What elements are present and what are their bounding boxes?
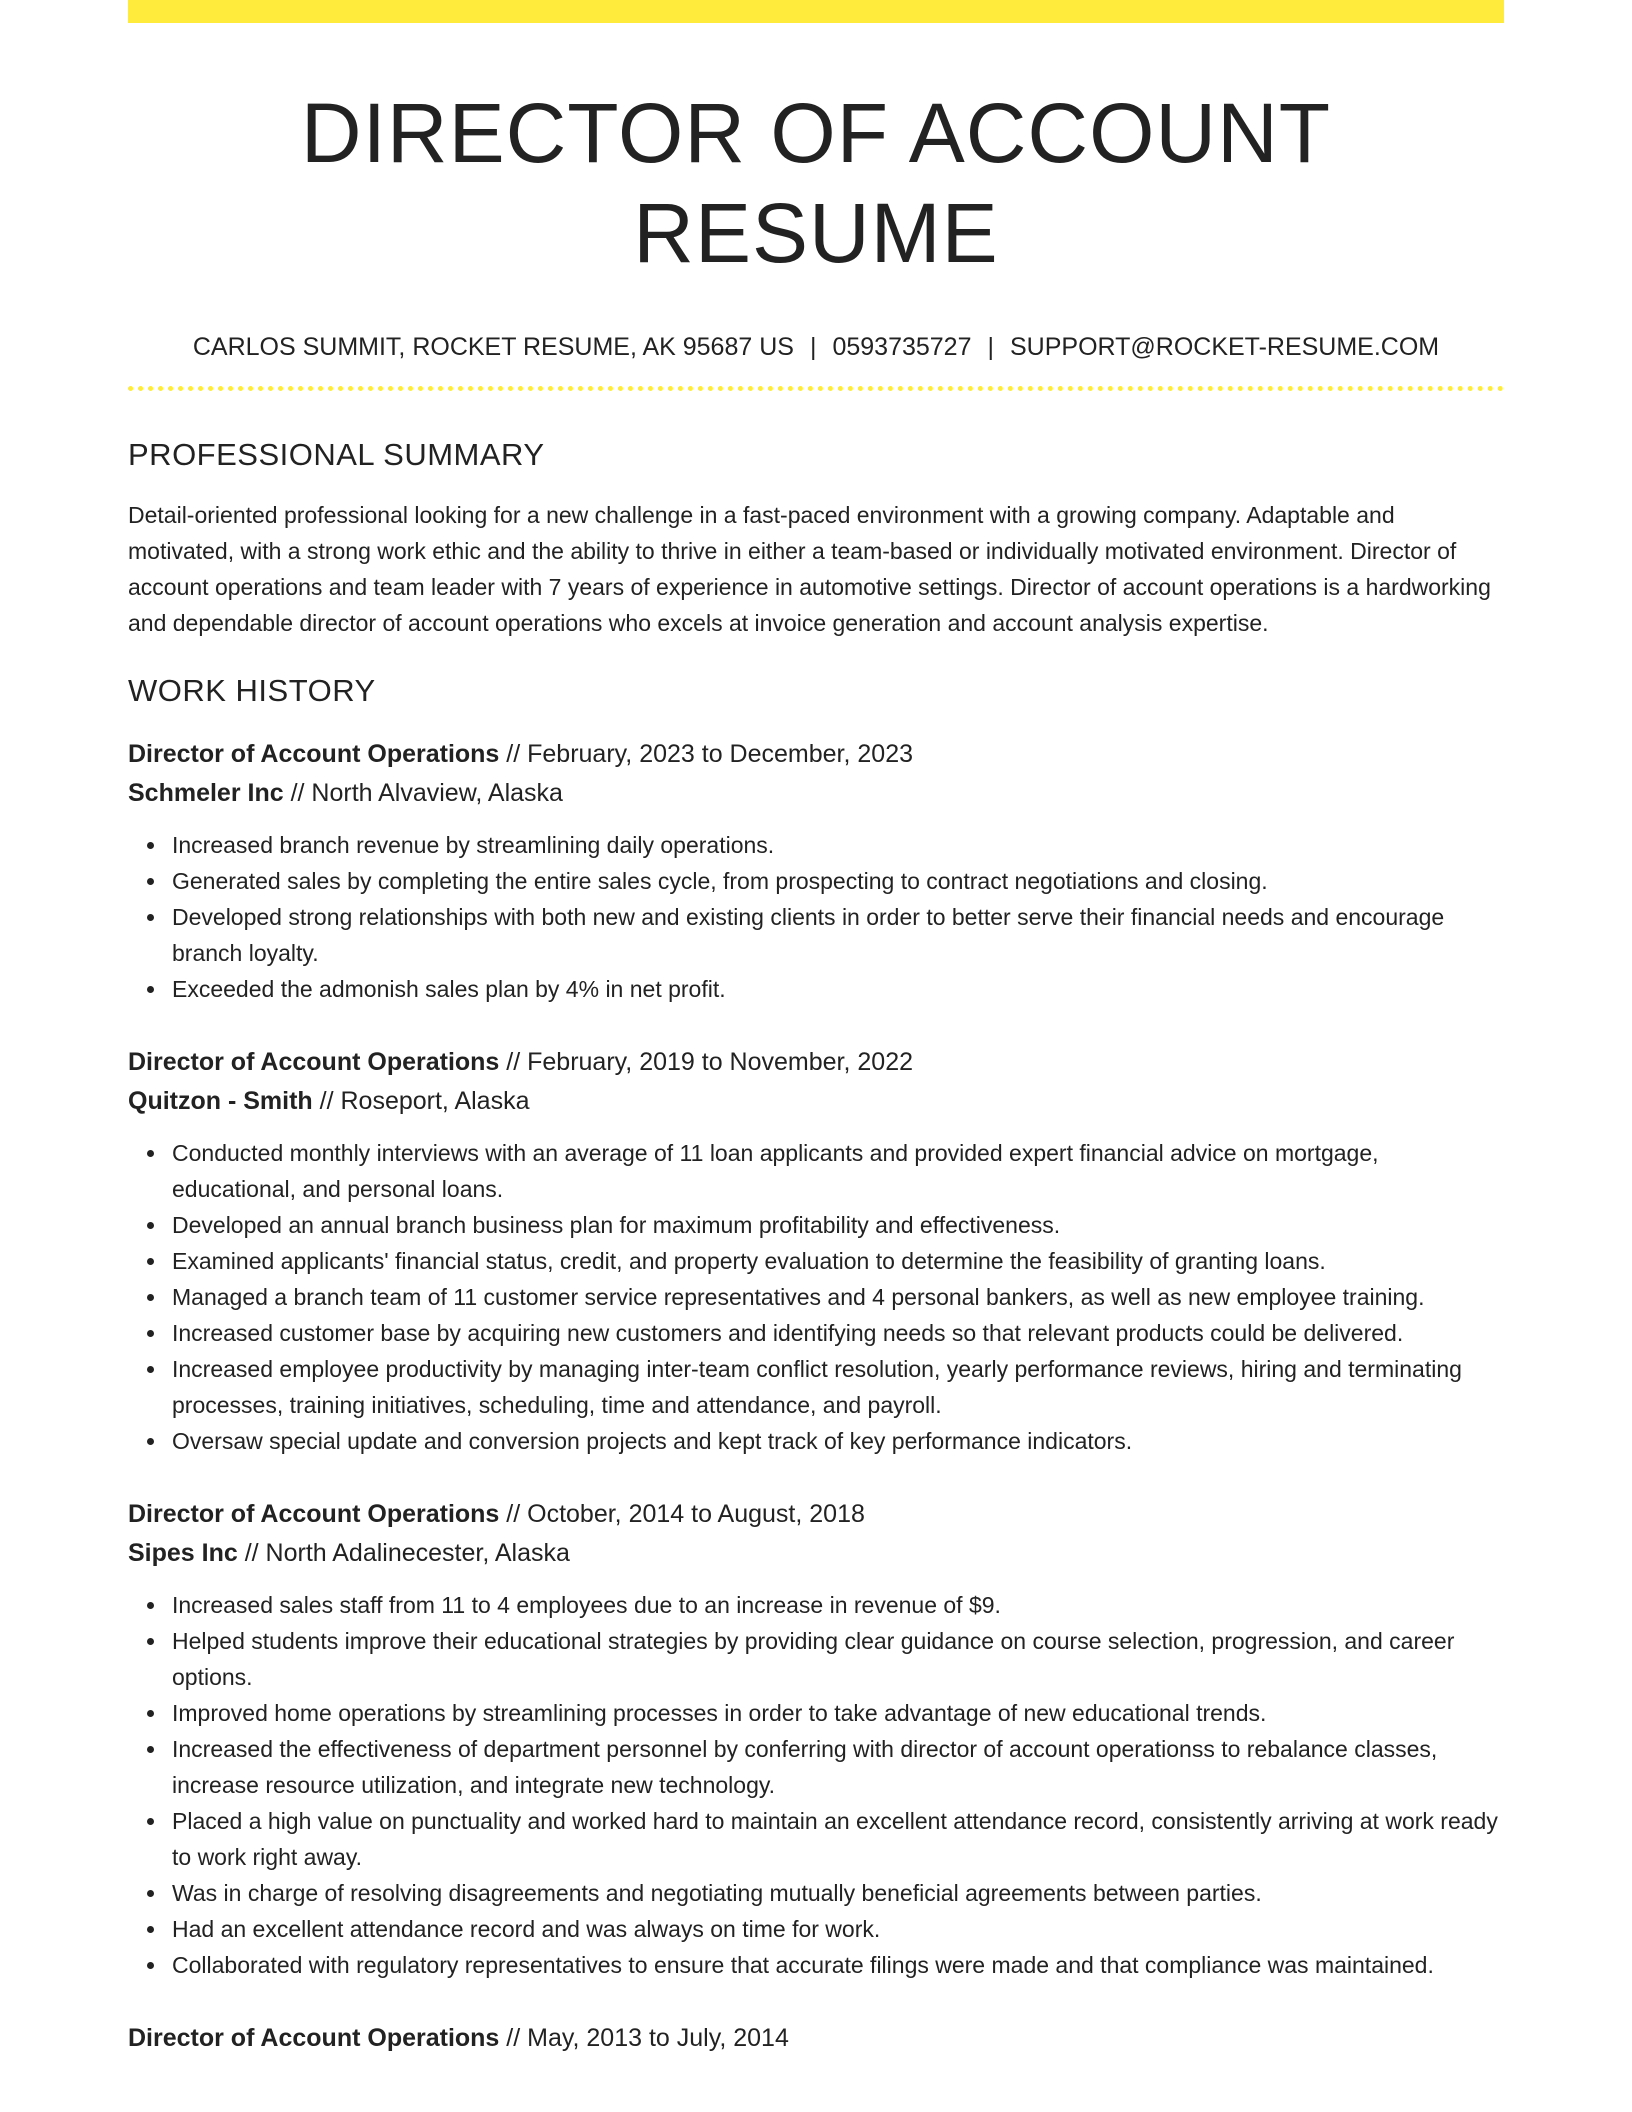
job-dates: // February, 2023 to December, 2023 xyxy=(499,740,914,768)
job-company-line xyxy=(128,1534,1504,1573)
job-location: // North Alvaview, Alaska xyxy=(283,779,563,807)
job-dates: // February, 2019 to November, 2022 xyxy=(499,1048,914,1076)
job-bullet: Managed a branch team of 11 customer service representatives and 4 personal bankers, as well as new employee training. xyxy=(172,1279,1504,1315)
job-title: Director of Account Operations xyxy=(128,1048,500,1076)
contact-email: SUPPORT@ROCKET-RESUME.COM xyxy=(1010,333,1440,361)
job-bullet-list xyxy=(128,1587,1504,1983)
contact-phone: 0593735727 xyxy=(832,333,972,361)
job-company: Sipes Inc xyxy=(128,1539,238,1567)
accent-top-bar xyxy=(128,0,1504,23)
job-bullet: Oversaw special update and conversion projects and kept track of key performance indicators. xyxy=(172,1423,1504,1459)
job-bullet: Examined applicants' financial status, credit, and property evaluation to determine the feasibility of granting loans. xyxy=(172,1243,1504,1279)
job-bullet: Increased customer base by acquiring new customers and identifying needs so that relevant products could be delivered. xyxy=(172,1315,1504,1351)
job-entry xyxy=(128,735,1504,1007)
contact-separator: | xyxy=(987,333,994,361)
job-company-line xyxy=(128,1082,1504,1121)
job-bullet: Increased the effectiveness of department personnel by conferring with director of account operationss to rebalance classes, increase resource utilization, and integrate new technology. xyxy=(172,1731,1504,1803)
job-location: // North Adalinecester, Alaska xyxy=(237,1539,570,1567)
job-dates: // May, 2013 to July, 2014 xyxy=(499,2024,789,2052)
work-history-heading: WORK HISTORY xyxy=(128,673,376,708)
contact-line xyxy=(128,331,1504,363)
job-bullet: Generated sales by completing the entire sales cycle, from prospecting to contract negotiations and closing. xyxy=(172,863,1504,899)
job-bullet: Improved home operations by streamlining processes in order to take advantage of new educational trends. xyxy=(172,1695,1504,1731)
job-bullet: Exceeded the admonish sales plan by 4% in net profit. xyxy=(172,971,1504,1007)
contact-address: CARLOS SUMMIT, ROCKET RESUME, AK 95687 US xyxy=(192,333,794,361)
job-title-line xyxy=(128,1043,1504,1082)
job-bullet: Increased branch revenue by streamlining daily operations. xyxy=(172,827,1504,863)
job-title: Director of Account Operations xyxy=(128,2024,500,2052)
job-bullet: Had an excellent attendance record and was always on time for work. xyxy=(172,1911,1504,1947)
job-dates: // October, 2014 to August, 2018 xyxy=(499,1500,865,1528)
dotted-divider xyxy=(128,386,1504,391)
summary-text: Detail-oriented professional looking for a new challenge in a fast-paced environment with a growing company. Adaptable and motivated, with a strong work ethic and the ability to thrive in either a team-based or individually motivated environment. Director of account operations and team leader with 7 years of experience in automotive settings. Director of account operations is a hardworking and dependable director of account operations who excels at invoice generation and account analysis expertise. xyxy=(128,502,1491,636)
summary-heading: PROFESSIONAL SUMMARY xyxy=(128,437,545,472)
job-bullet-list xyxy=(128,1135,1504,1459)
job-bullet: Increased sales staff from 11 to 4 employees due to an increase in revenue of $9. xyxy=(172,1587,1504,1623)
job-bullet-list xyxy=(128,827,1504,1007)
job-title: Director of Account Operations xyxy=(128,1500,500,1528)
job-bullet: Helped students improve their educational strategies by providing clear guidance on course selection, progression, and career options. xyxy=(172,1623,1504,1695)
job-company-line xyxy=(128,774,1504,813)
job-bullet: Conducted monthly interviews with an average of 11 loan applicants and provided expert financial advice on mortgage, educational, and personal loans. xyxy=(172,1135,1504,1207)
contact-separator: | xyxy=(809,333,817,361)
page-title: DIRECTOR OF ACCOUNT RESUME xyxy=(300,86,1332,280)
job-bullet: Placed a high value on punctuality and worked hard to maintain an excellent attendance record, consistently arriving at work ready to work right away. xyxy=(172,1803,1504,1875)
job-company: Schmeler Inc xyxy=(128,779,284,807)
job-bullet: Increased employee productivity by managing inter-team conflict resolution, yearly performance reviews, hiring and terminating processes, training initiatives, scheduling, time and attendance, and payroll. xyxy=(172,1351,1504,1423)
job-entry xyxy=(128,2019,1504,2058)
job-title-line xyxy=(128,735,1504,774)
resume-page xyxy=(128,0,1504,2058)
job-entry xyxy=(128,1495,1504,1983)
job-bullet: Collaborated with regulatory representatives to ensure that accurate filings were made and that compliance was maintained. xyxy=(172,1947,1504,1983)
job-location: // Roseport, Alaska xyxy=(312,1087,530,1115)
job-title-line xyxy=(128,2019,1504,2058)
job-title: Director of Account Operations xyxy=(128,740,500,768)
job-bullet: Was in charge of resolving disagreements and negotiating mutually beneficial agreements between parties. xyxy=(172,1875,1504,1911)
job-bullet: Developed an annual branch business plan for maximum profitability and effectiveness. xyxy=(172,1207,1504,1243)
job-title-line xyxy=(128,1495,1504,1534)
job-company: Quitzon - Smith xyxy=(128,1087,313,1115)
job-entry xyxy=(128,1043,1504,1459)
job-bullet: Developed strong relationships with both new and existing clients in order to better serve their financial needs and encourage branch loyalty. xyxy=(172,899,1504,971)
